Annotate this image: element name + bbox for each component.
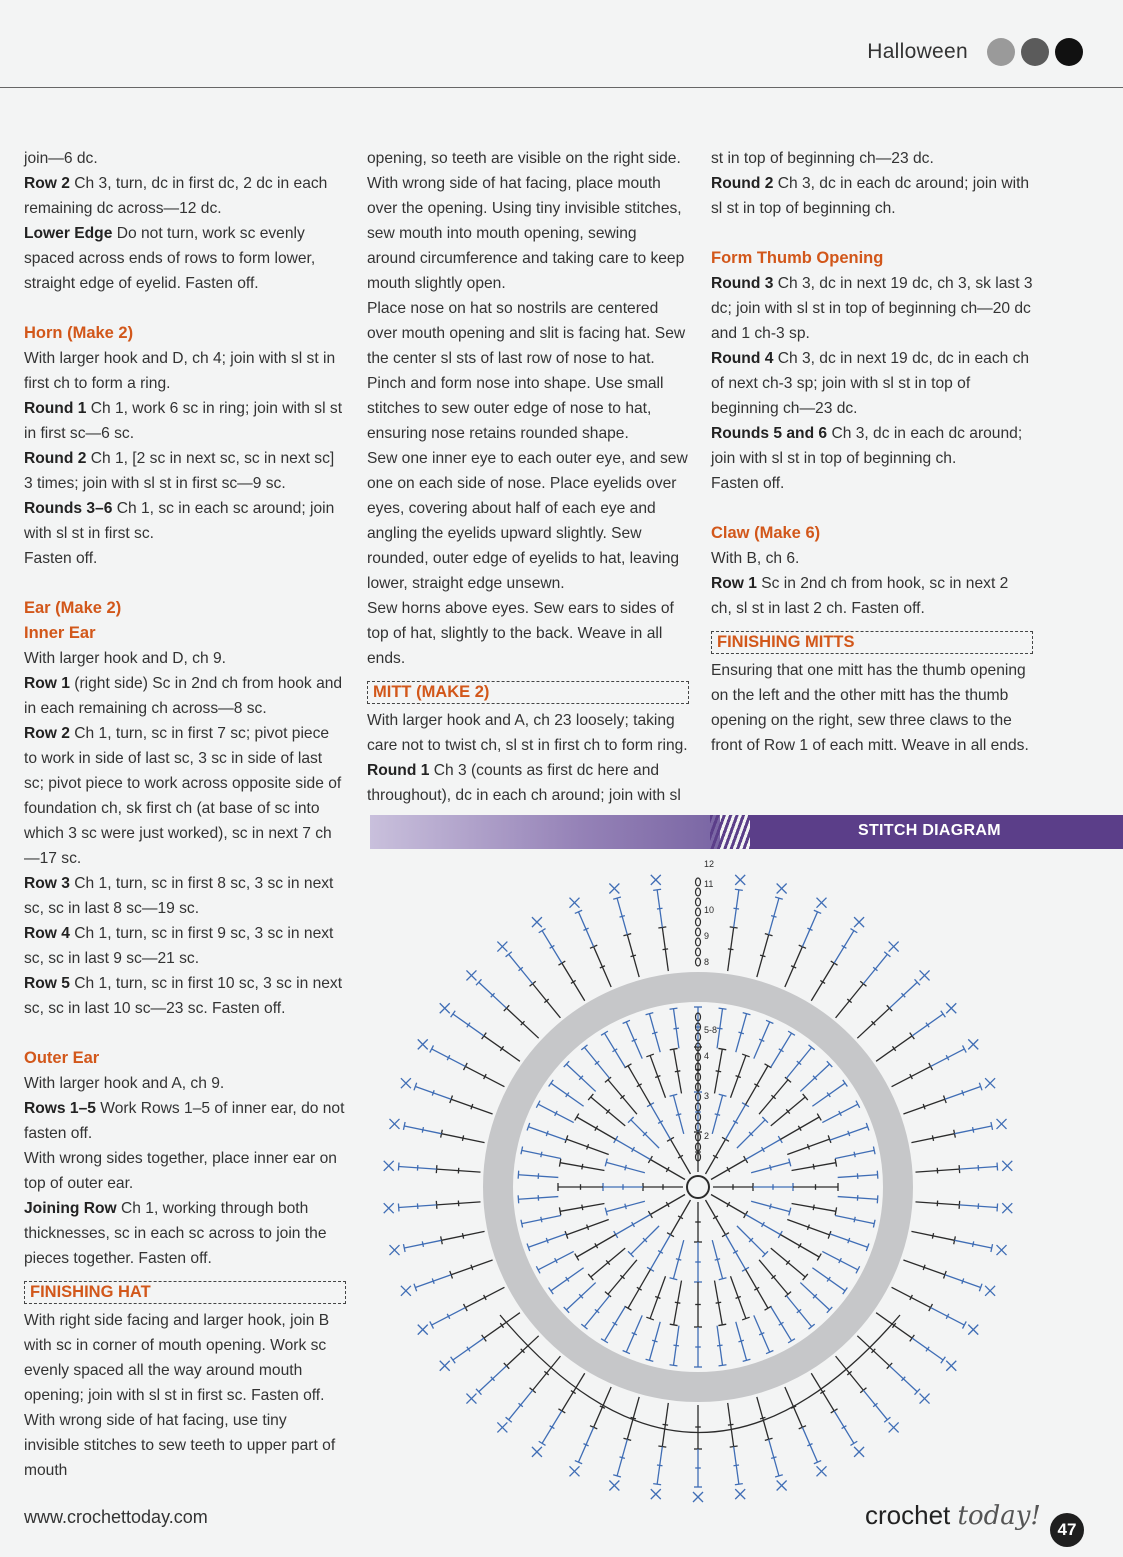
dc-stitch-bar: [541, 1152, 542, 1157]
stitch-diagram-title: STITCH DIAGRAM: [858, 822, 1001, 839]
paragraph: Row 5 Ch 1, turn, sc in first 10 sc, 3 sc in next sc, sc in last 10 sc—23 sc. Fasten off.: [24, 975, 343, 1017]
dc-stitch-bar: [541, 1217, 542, 1222]
dc-stitch-bar: [848, 1131, 850, 1136]
dc-stitch-bar: [462, 1233, 463, 1238]
dc-stitch-bar: [716, 1071, 722, 1072]
stitch-diagram: [380, 860, 1040, 1510]
dc-stitch-bar: [655, 1076, 660, 1078]
header-dots: [987, 38, 1083, 66]
banner-gradient: [370, 815, 720, 849]
dc-stitch-bar: [500, 1323, 503, 1328]
paragraph: Row 1 (right side) Sc in 2nd ch from hook and in each remaining ch across—8 sc.: [24, 675, 343, 717]
dc-stitch-bar: [771, 916, 776, 918]
dc-stitch-bar: [467, 1347, 470, 1352]
dc-stitch-top: [997, 1203, 998, 1211]
chain-stitch: [696, 958, 701, 966]
paragraph: Sew one inner eye to each outer eye, and sew one on each side of nose. Place eyelids over eyes, covering about half of each eye and angling the eyelids upward slightly. Sew rounded, outer edge of eyelids to hat, leaving lower, straight edge unsewn.: [367, 450, 688, 592]
dc-stitch-bar: [673, 1028, 679, 1029]
dc-stitch-top: [521, 1146, 523, 1154]
dc-stitch-top: [850, 929, 857, 933]
round-label: 12: [704, 860, 715, 869]
round-label: 8: [704, 957, 710, 967]
heading-ear: Ear (Make 2): [24, 599, 122, 617]
dc-stitch-top: [788, 1339, 795, 1343]
paragraph: With right side facing and larger hook, join B with sc in corner of mouth opening. Work sc evenly spaced all the way around mouth opening; join with sl st in first sc. Fasten off.: [24, 1312, 330, 1404]
dc-stitch-bar: [807, 1144, 809, 1149]
chain-stitch: [696, 898, 701, 906]
dc-stitch-bar: [546, 1131, 548, 1136]
heading-horn: Horn (Make 2): [24, 324, 134, 342]
dc-stitch-top: [843, 1080, 848, 1087]
dc-stitch-top: [735, 1484, 743, 1485]
dc-stitch-bar: [932, 1233, 933, 1238]
dc-stitch-bar: [715, 1114, 720, 1115]
dc-stitch-top: [398, 1203, 399, 1211]
dc-stitch-top: [558, 1409, 565, 1413]
dc-stitch-bar: [663, 1424, 669, 1425]
dc-stitch-top: [722, 1233, 729, 1237]
paragraph: Round 2 Ch 3, dc in each dc around; join with sl st in top of beginning ch.: [711, 175, 1030, 217]
section-title: Halloween: [867, 40, 968, 63]
dc-stitch-bar: [892, 1046, 895, 1051]
center-ring: [687, 1176, 709, 1198]
heading-outer-ear: Outer Ear: [24, 1049, 100, 1067]
dc-stitch-top: [559, 1207, 560, 1215]
dc-stitch-top: [653, 1484, 661, 1485]
round-label: 11: [704, 879, 714, 889]
paragraph: Row 3 Ch 1, turn, sc in first 8 sc, 3 sc in next sc, sc in last 8 sc—19 sc.: [24, 875, 334, 917]
dc-stitch-top: [614, 1136, 618, 1143]
footer-url: www.crochettoday.com: [24, 1507, 208, 1527]
dc-stitch-top: [667, 1233, 674, 1237]
dc-stitch-bar: [827, 1277, 830, 1282]
dc-stitch-bar: [582, 1164, 583, 1170]
paragraph: With larger hook and D, ch 9.: [24, 650, 226, 667]
dc-stitch-top: [521, 1220, 523, 1228]
dc-stitch-top: [835, 1207, 836, 1215]
dc-stitch-top: [722, 1137, 729, 1141]
dc-stitch-bar: [926, 1347, 929, 1352]
dc-stitch-bar: [973, 1127, 974, 1132]
dc-stitch-bar: [923, 1265, 925, 1270]
heading-mitt: MITT (MAKE 2): [367, 681, 689, 704]
dc-stitch-top: [539, 929, 546, 933]
dc-stitch-top: [941, 1357, 946, 1364]
dc-stitch-top: [451, 1357, 456, 1364]
round-label: 3: [704, 1091, 710, 1101]
paragraph: Fasten off.: [711, 475, 785, 492]
dc-stitch-bar: [676, 1259, 681, 1260]
paragraph: Round 1 Ch 3 (counts as first dc here and throughout), dc in each ch around; join with sl: [367, 762, 681, 804]
paragraph: With wrong side of hat facing, use tiny invisible stitches to sew teeth to upper part of mouth: [24, 1412, 336, 1479]
paragraph: With B, ch 6.: [711, 550, 800, 567]
dc-stitch-bar: [728, 949, 734, 950]
paragraph: With wrong sides together, place inner ear on top of outer ear.: [24, 1150, 337, 1192]
dc-stitch-bar: [663, 949, 669, 950]
dc-stitch-bar: [582, 1205, 583, 1211]
brand-logo: crochet today!: [865, 1500, 1041, 1531]
column-3: [711, 146, 1033, 758]
dc-stitch-bar: [717, 1345, 723, 1346]
dot-dark: [1055, 38, 1083, 66]
paragraph: opening, so teeth are visible on the right side. With wrong side of hat facing, place mouth over the opening. Using tiny invisible stitches, sew mouth into mouth opening, sewing around circumference and taking care to keep mouth slightly open.: [367, 150, 685, 292]
header-rule: [0, 87, 1123, 88]
paragraph: Row 4 Ch 1, turn, sc in first 9 sc, 3 sc in next sc, sc in last 9 sc—21 sc.: [24, 925, 334, 967]
dc-stitch-bar: [657, 1465, 663, 1466]
paragraph: Rounds 5 and 6 Ch 3, dc in each dc around; join with sl st in top of beginning ch.: [711, 425, 1023, 467]
round-label: 2: [704, 1131, 710, 1141]
dc-stitch-top: [670, 1324, 678, 1325]
paragraph: Round 2 Ch 1, [2 sc in next sc, sc in next sc] 3 times; join with sl st in first sc—9 sc.: [24, 450, 335, 492]
paragraph: Rows 1–5 Work Rows 1–5 of inner ear, do not fasten off.: [24, 1100, 345, 1142]
heading-thumb-opening: Form Thumb Opening: [711, 249, 884, 267]
dc-stitch-bar: [932, 1135, 933, 1140]
column-1: [24, 146, 346, 1483]
dc-stitch-bar: [923, 1104, 925, 1109]
paragraph: Round 3 Ch 3, dc in next 19 dc, ch 3, sk last 3 dc; join with sl st in top of beginning ch—20 dc and 1 ch-3 sp.: [711, 275, 1033, 342]
paragraph: Round 4 Ch 3, dc in next 19 dc, dc in each ch of next ch-3 sp; join with sl st in top of beginning ch—23 dc.: [711, 350, 1030, 417]
dc-stitch-bar: [973, 1241, 974, 1246]
banner-stripes: [710, 815, 750, 849]
dc-stitch-top: [991, 1122, 993, 1130]
dc-stitch-top: [718, 1048, 726, 1049]
dc-stitch-bar: [652, 1340, 657, 1342]
dc-stitch-top: [451, 1011, 456, 1018]
dc-stitch-bar: [807, 1225, 809, 1230]
dc-stitch-top: [601, 1339, 608, 1343]
dc-stitch-bar: [631, 955, 636, 957]
dc-stitch-top: [719, 1008, 727, 1009]
dc-stitch-bar: [432, 1090, 434, 1095]
chain-stitch: [696, 878, 701, 886]
dc-stitch-top: [877, 1195, 878, 1203]
round-label: 4: [704, 1051, 710, 1061]
dc-stitch-top: [549, 1288, 554, 1295]
dc-stitch-bar: [566, 1092, 569, 1097]
page-number: 47: [1050, 1513, 1084, 1547]
dc-stitch-bar: [675, 1071, 681, 1072]
dc-stitch-top: [518, 1195, 519, 1203]
dc-stitch-top: [398, 1163, 399, 1171]
dc-stitch-bar: [733, 1465, 739, 1466]
paragraph: join—6 dc.: [24, 150, 98, 167]
dc-stitch-bar: [422, 1241, 423, 1246]
dc-stitch-bar: [736, 1076, 741, 1078]
dc-stitch-bar: [432, 1278, 434, 1283]
dc-stitch-top: [667, 1137, 674, 1141]
dc-stitch-top: [575, 1254, 579, 1261]
stitch-diagram-banner: [370, 815, 1123, 849]
dc-stitch-bar: [422, 1127, 423, 1132]
dc-stitch-top: [403, 1122, 405, 1130]
heading-finishing-mitts: FINISHING MITTS: [711, 631, 1033, 654]
dc-stitch-bar: [652, 1032, 657, 1034]
dc-stitch-bar: [716, 1302, 722, 1303]
dc-stitch-bar: [715, 1259, 720, 1260]
dc-stitch-bar: [566, 1277, 569, 1282]
dc-stitch-top: [991, 1244, 993, 1252]
heading-claw: Claw (Make 6): [711, 524, 821, 542]
chain-stitch: [696, 938, 701, 946]
heading-finishing-hat: FINISHING HAT: [24, 1281, 346, 1304]
column-2: [367, 146, 689, 808]
dc-stitch-bar: [657, 908, 663, 909]
chain-stitch: [696, 888, 701, 896]
dc-stitch-bar: [587, 1225, 589, 1230]
dc-stitch-bar: [813, 1164, 814, 1170]
dc-stitch-bar: [655, 1296, 660, 1298]
dc-stitch-bar: [673, 1345, 679, 1346]
dc-stitch-top: [518, 1171, 519, 1179]
dc-stitch-top: [718, 1324, 726, 1325]
dc-stitch-top: [835, 1159, 836, 1167]
paragraph: Sew horns above eyes. Sew ears to sides of top of hat, slightly to the back. Weave in all ends.: [367, 600, 674, 667]
dc-stitch-bar: [854, 1152, 855, 1157]
dc-stitch-top: [873, 1146, 875, 1154]
paragraph: Fasten off.: [24, 550, 98, 567]
round-label: 9: [704, 931, 710, 941]
dc-stitch-bar: [675, 1302, 681, 1303]
paragraph: With larger hook and A, ch 9.: [24, 1075, 225, 1092]
dc-stitch-bar: [625, 1165, 626, 1170]
dc-stitch-bar: [471, 1104, 473, 1109]
paragraph: Round 1 Ch 1, work 6 sc in ring; join with sl st in first sc—6 sc.: [24, 400, 343, 442]
dc-stitch-bar: [717, 1028, 723, 1029]
dc-stitch-bar: [760, 1417, 765, 1419]
dc-stitch-bar: [736, 1296, 741, 1298]
dc-stitch-top: [559, 1159, 560, 1167]
dc-stitch-bar: [462, 1135, 463, 1140]
paragraph: Rounds 3–6 Ch 1, sc in each sc around; join with sl st in first sc.: [24, 500, 335, 542]
paragraph: Lower Edge Do not turn, work sc evenly spaced across ends of rows to form lower, straight edge of eyelid. Fasten off.: [24, 225, 316, 292]
dc-stitch-bar: [962, 1090, 964, 1095]
dc-stitch-top: [653, 889, 661, 890]
paragraph: Row 2 Ch 1, turn, sc in first 7 sc; pivot piece to work in side of last sc, 3 sc in side of last sc; pivot piece to work across opposite side of foundation ch, sk first ch (at base of sc into which 3 sc were just worked), sc in next 7 ch—17 sc.: [24, 725, 342, 867]
chain-stitch: [696, 928, 701, 936]
heading-inner-ear: Inner Ear: [24, 624, 96, 642]
dc-stitch-top: [670, 1365, 678, 1366]
dc-stitch-bar: [770, 1204, 771, 1209]
dc-stitch-bar: [962, 1278, 964, 1283]
dc-stitch-bar: [587, 1144, 589, 1149]
paragraph: Place nose on hat so nostrils are centered over mouth opening and slit is facing hat. Sew the center sl sts of last row of nose to hat. Pinch and form nose into shape. Use small stitches to sew outer edge of nose to hat, ensuring nose retains rounded shape.: [367, 300, 686, 442]
dc-stitch-bar: [848, 1238, 850, 1243]
dc-stitch-bar: [854, 1217, 855, 1222]
paragraph: st in top of beginning ch—23 dc.: [711, 150, 934, 167]
paragraph: With larger hook and A, ch 23 loosely; taking care not to twist ch, sl st in first ch to form ring.: [367, 712, 688, 754]
dc-stitch-top: [941, 1011, 946, 1018]
paragraph: Row 2 Ch 3, turn, dc in first dc, 2 dc in each remaining dc across—12 dc.: [24, 175, 328, 217]
dc-stitch-bar: [546, 1238, 548, 1243]
chain-stitch: [696, 908, 701, 916]
dc-stitch-top: [817, 1254, 821, 1261]
dc-stitch-bar: [738, 1032, 743, 1034]
dc-stitch-top: [735, 889, 743, 890]
dc-stitch-top: [817, 1114, 821, 1121]
paragraph: Joining Row Ch 1, working through both thicknesses, sc in each sc across to join the pieces together. Fasten off.: [24, 1200, 327, 1267]
dc-stitch-bar: [625, 1204, 626, 1209]
dc-stitch-top: [403, 1244, 405, 1252]
dc-stitch-top: [670, 1048, 678, 1049]
dc-stitch-top: [575, 1114, 579, 1121]
dc-stitch-top: [997, 1163, 998, 1171]
dc-stitch-top: [601, 1031, 608, 1035]
dc-stitch-bar: [926, 1023, 929, 1028]
dc-stitch-bar: [733, 908, 739, 909]
chain-stitch: [696, 948, 701, 956]
dc-stitch-top: [877, 1171, 878, 1179]
dc-stitch-bar: [827, 1092, 830, 1097]
dc-stitch-bar: [738, 1340, 743, 1342]
dc-stitch-top: [843, 1288, 848, 1295]
dc-stitch-top: [614, 1231, 618, 1238]
dc-stitch-top: [539, 1441, 546, 1445]
paragraph: With larger hook and D, ch 4; join with sl st in first ch to form a ring.: [24, 350, 336, 392]
dc-stitch-bar: [813, 1205, 814, 1211]
dc-stitch-top: [850, 1441, 857, 1445]
dc-stitch-bar: [770, 1165, 771, 1170]
dc-stitch-bar: [760, 955, 765, 957]
dc-stitch-bar: [771, 1457, 776, 1459]
dc-stitch-bar: [619, 1457, 624, 1459]
paragraph: Ensuring that one mitt has the thumb opening on the left and the other mitt has the thumb opening on the right, sew three claws to the front of Row 1 of each mitt. Weave in all ends.: [711, 662, 1029, 754]
dc-stitch-bar: [728, 1424, 734, 1425]
chain-stitch: [696, 918, 701, 926]
dc-stitch-top: [670, 1008, 678, 1009]
dc-stitch-top: [549, 1080, 554, 1087]
round-label: 5-8: [704, 1025, 718, 1035]
dc-stitch-top: [719, 1365, 727, 1366]
dc-stitch-bar: [467, 1023, 470, 1028]
dc-stitch-bar: [500, 1046, 503, 1051]
dc-stitch-bar: [619, 916, 624, 918]
dc-stitch-bar: [471, 1265, 473, 1270]
dc-stitch-bar: [676, 1114, 681, 1115]
dc-stitch-top: [788, 1031, 795, 1035]
paragraph: Row 1 Sc in 2nd ch from hook, sc in next 2 ch, sl st in last 2 ch. Fasten off.: [711, 575, 1009, 617]
round-label: 10: [704, 905, 715, 915]
dot-light: [987, 38, 1015, 66]
dot-mid: [1021, 38, 1049, 66]
dc-stitch-top: [873, 1220, 875, 1228]
